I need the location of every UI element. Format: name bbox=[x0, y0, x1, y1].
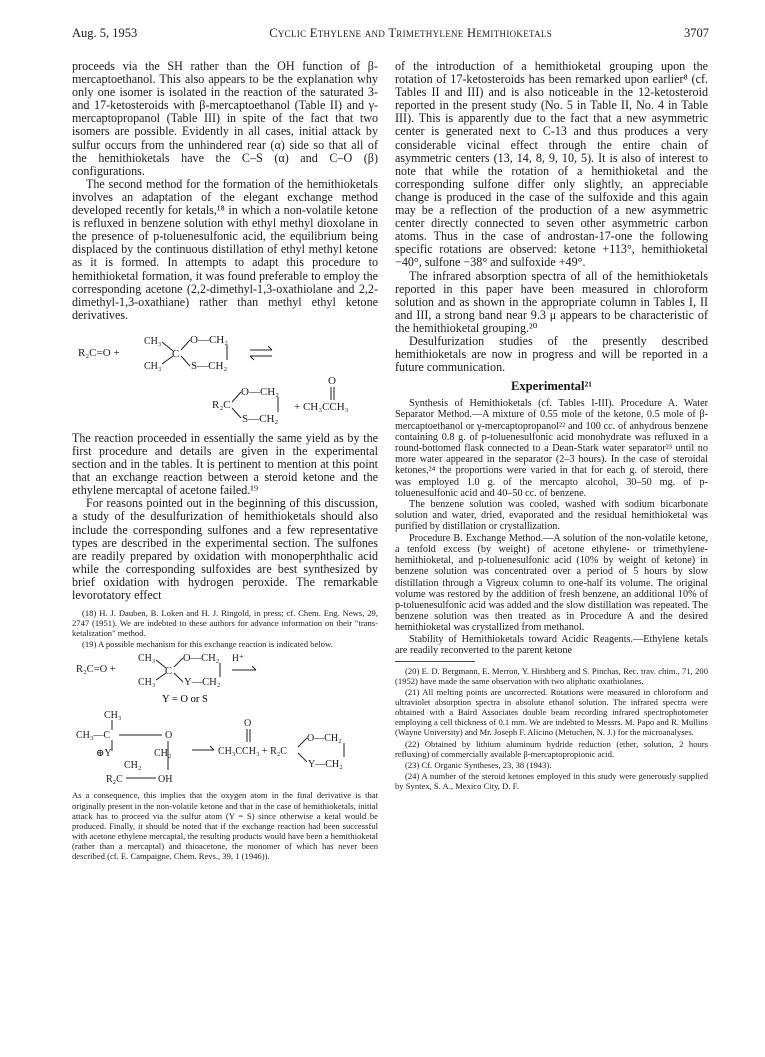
footnote-22: (22) Obtained by lithium aluminum hydride reduction (ether, solution, 2 hours refluxing) of commercially available β-mercaptopropionic acid. bbox=[395, 738, 708, 759]
paragraph: Synthesis of Hemithioketals (cf. Tables I-III). Procedure A. Water Separator Method.—A mixture of 0.55 mole of the ketone, 0.5 mole of β-mercaptoethanol or γ-mercaptopropanol²² and 100 cc. of anhydrous benzene containing 0.8 g. of p-toluenesulfonic acid monohydrate was refluxed in a round-bottomed flask connected to a Dean-Stark water separator²³ until no more water appeared in the separator (2–3 hours). In the case of steroidal ketones,²⁴ the proportions were varied in that for each g. of steroid, there was employed 1.0 g. of the mercapto alcohol, 30–50 mg. of p-toluenesulfonic acid and 40–50 cc. of benzene. bbox=[395, 398, 708, 499]
footnote-18: (18) H. J. Dauben, B. Loken and H. J. Ringold, in press; cf. Chem. Eng. News, 29, 2747 (1951). We are indebted to these authors for advance information on their "trans-ketalization" method. bbox=[72, 608, 378, 639]
paragraph: For reasons pointed out in the beginning of this discussion, a study of the desulfurization of hemithioketals should also include the corresponding sulfones and a few representative types are described in the experimental section. The sulfones are readily prepared by oxidation with monoperphthalic acid while the corresponding sulfoxides are best synthesized by brief oxidation with hydrogen peroxide. The remarkable levorotatory effect bbox=[72, 496, 378, 602]
paragraph: Desulfurization studies of the presently described hemithioketals are now in progress and will be reported in a future communication. bbox=[395, 333, 708, 375]
paragraph: The second method for the formation of the hemithioketals involves an adaptation of the elegant exchange method developed recently for ketals,¹⁸ in which a non-volatile ketone is refluxed in benzene solution with ethyl methyl dioxolane in the presence of p-toluenesulfonic acid, the equilibrium being displaced by the continuous distillation of ethyl methyl ketone as it is formed. In attempts to adapt this procedure to hemithioketal formation, it was found preferable to employ the corresponding acetone (2,2-dimethyl-1,3-oxathiolane and 2,2-dimethyl-1,3-oxathiane) rather than methyl ethyl ketone derivatives. bbox=[72, 176, 378, 322]
svg-text:O: O bbox=[244, 718, 252, 730]
svg-text:O: O bbox=[328, 374, 336, 387]
svg-text:S—CH₂: S—CH₂ bbox=[242, 412, 279, 425]
svg-text:O—CH₂: O—CH₂ bbox=[183, 653, 220, 665]
svg-text:OH: OH bbox=[158, 774, 173, 786]
svg-text:R₂C: R₂C bbox=[106, 774, 123, 786]
svg-text:CH₃: CH₃ bbox=[144, 335, 162, 347]
svg-text:CH₃: CH₃ bbox=[104, 710, 122, 722]
svg-text:O—CH₂: O—CH₂ bbox=[307, 733, 342, 745]
svg-text:C: C bbox=[165, 666, 173, 678]
paragraph: proceeds via the SH rather than the OH function of β-mercaptoethanol. This also appears to be the explanation why only one isomer is isolated in the reaction of the saturated 3- and 17-ketosteroids with β-mercaptoethanol (Table II) and γ-mercaptopropanol (Table III) in spite of the fact that two isomers are possible. Evidently in all cases, initial attack by sulfur occurs from the unhindered rear (α) side so that all of the hemithioketals have the C–S (α) and C–O (β) configurations. bbox=[72, 59, 378, 178]
svg-text:O—CH₂: O—CH₂ bbox=[190, 333, 229, 346]
svg-text:O: O bbox=[165, 730, 173, 742]
svg-text:+ CH₃CCH₃: + CH₃CCH₃ bbox=[294, 400, 349, 413]
section-heading-experimental: Experimental²¹ bbox=[510, 379, 592, 394]
paragraph: The benzene solution was cooled, washed with sodium bicarbonate solution and water, dried, evaporated and the residual hemithioketal was purified by distillation or crystallization. bbox=[395, 499, 708, 533]
svg-text:CH₂: CH₂ bbox=[154, 748, 172, 760]
running-header bbox=[72, 26, 709, 42]
svg-text:CH₃—C: CH₃—C bbox=[76, 730, 111, 742]
svg-text:O—CH₂: O—CH₂ bbox=[241, 385, 280, 398]
svg-text:R₂C: R₂C bbox=[212, 398, 231, 411]
svg-text:CH₃CCH₃ + R₂C: CH₃CCH₃ + R₂C bbox=[218, 746, 287, 758]
paragraph: Procedure B. Exchange Method.—A solution of the non-volatile ketone, a tenfold excess (by weight) of acetone ethylene- or trimethylene-hemithioketal, and p-toluenesulfonic acid (10% by weight of ketone) in benzene solution was concentrated over a period of 5 hours by slow distillation through a Vigreux column to one-half its volume. The original volume was restored by the addition of fresh benzene, an additional 10% of p-toluenesulfonic acid was added and the slow distillation was repeated. The benzene solution was then treated as in Procedure A and the desired hemithioketal was crystallized from methanol. bbox=[395, 532, 708, 634]
mechanism-scheme bbox=[72, 650, 378, 790]
header-page-number: 3707 bbox=[683, 26, 709, 40]
header-date: Aug. 5, 1953 bbox=[72, 26, 138, 40]
footnote-23: (23) Cf. Organic Syntheses, 23, 38 (1943). bbox=[405, 759, 552, 770]
svg-text:Y—CH₂: Y—CH₂ bbox=[308, 759, 343, 771]
paragraph: Stability of Hemithioketals toward Acidic Reagents.—Ethylene ketals are readily reconverted to the parent ketone bbox=[395, 633, 708, 656]
experimental-section bbox=[395, 398, 708, 656]
paragraph: of the introduction of a hemithioketal grouping upon the rotation of 17-ketosteroids has been remarked upon earlier⁸ (cf. Tables II and III) and is also noticeable in the 12-ketosteroid reported in the present study (No. 5 in Table II, No. 4 in Table III). This is apparently due to the fact that a new asymmetric center is generated next to C-13 and thus produces a very considerable vicinal effect through the entire chain of asymmetric centers (13, 14, 8, 9, 10, 5). It is also of interest to note that while the rotation of a hemithioketal and the corresponding sulfone differ only slightly, an appreciable change is produced in the case of the sulfoxide and this again may be a reflection of the production of a new asymmetric center directly connected to seven other asymmetric carbon atoms. Thus in the case of androstan-17-one the following specific rotations are observed: ketone +113°, hemithioketal −40°, sulfone −38° and sulfoxide +49°. bbox=[395, 59, 708, 270]
mechanism-y-label: Y = O or S bbox=[162, 694, 208, 706]
svg-text:S—CH₂: S—CH₂ bbox=[191, 359, 228, 372]
svg-text:CH₃: CH₃ bbox=[138, 653, 156, 665]
svg-text:C: C bbox=[172, 347, 180, 360]
svg-text:R₂C=O +: R₂C=O + bbox=[78, 346, 120, 359]
svg-text:CH₃: CH₃ bbox=[138, 677, 156, 689]
footnote-24: (24) A number of the steroid ketones employed in this study were generously supplied by Syntex, S. A., Mexico City, D. F. bbox=[395, 770, 708, 791]
svg-text:H⁺: H⁺ bbox=[232, 654, 244, 665]
footnote-21: (21) All melting points are uncorrected. Rotations were measured in chloroform and ultraviolet absorption spectra in absolute ethanol solution. The infrared spectra were obtained with a Baird Associates double beam recording infrared spectrophotometer employing a cell thickness of 0.1 mm. We are indebted to Messrs. M. Papo and R. Mullins (Wayne University) and Mr. Joseph F. Alicino (Metuchen, N. J.) for the microanalyses. bbox=[395, 687, 708, 738]
footnote-divider bbox=[395, 661, 475, 662]
header-title: Cyclic Ethylene and Trimethylene Hemithioketals bbox=[269, 26, 553, 40]
paragraph: The infrared absorption spectra of all of the hemithioketals reported in this paper have been measured in chloroform solution and as shown in the appropriate column in Tables I, II and III, a strong band near 9.3 μ appears to be characteristic of the hemithioketal grouping.²⁰ bbox=[395, 268, 708, 335]
svg-text:CH₃: CH₃ bbox=[144, 360, 162, 372]
exchange-reaction-scheme bbox=[72, 322, 378, 432]
svg-text:R₂C=O +: R₂C=O + bbox=[76, 664, 116, 676]
right-column bbox=[395, 60, 708, 792]
svg-text:Y—CH₂: Y—CH₂ bbox=[184, 677, 221, 689]
svg-text:CH₂: CH₂ bbox=[124, 760, 142, 772]
paragraph: The reaction proceeded in essentially the same yield as by the first procedure and details are given in the experimental section and in the tables. It is pertinent to mention at this point that an exchange reaction between a steroid ketone and the ethylene mercaptal of acetone failed.¹⁹ bbox=[72, 430, 378, 498]
footnote-19-continued: As a consequence, this implies that the oxygen atom in the final derivative is that originally present in the non-volatile ketone and that in the case of hemithioketals, initial attack has to proceed via the sulfur atom (Y = S) since otherwise a ketal would be produced. Finally, it should be noted that if the exchange reaction had been successful with acetone ethylene mercaptal, the resulting products would have been a hemithioketal (rather than a mercaptal) and thioacetone, the monomer of which has never been described (cf. E. Campaigne, Chem. Revs., 39, 1 (1946)). bbox=[72, 790, 378, 862]
footnote-20: (20) E. D. Bergmann, E. Merron, Y. Hirshberg and S. Pinchas, Rec. trav. chim., 71, 200 (1952) have made the same observation with two aliphatic oxathiolanes. bbox=[395, 665, 708, 687]
svg-text:⊕Y: ⊕Y bbox=[96, 748, 112, 760]
left-column bbox=[72, 60, 378, 862]
footnote-19: (19) A possible mechanism for this exchange reaction is indicated below. bbox=[82, 639, 333, 650]
